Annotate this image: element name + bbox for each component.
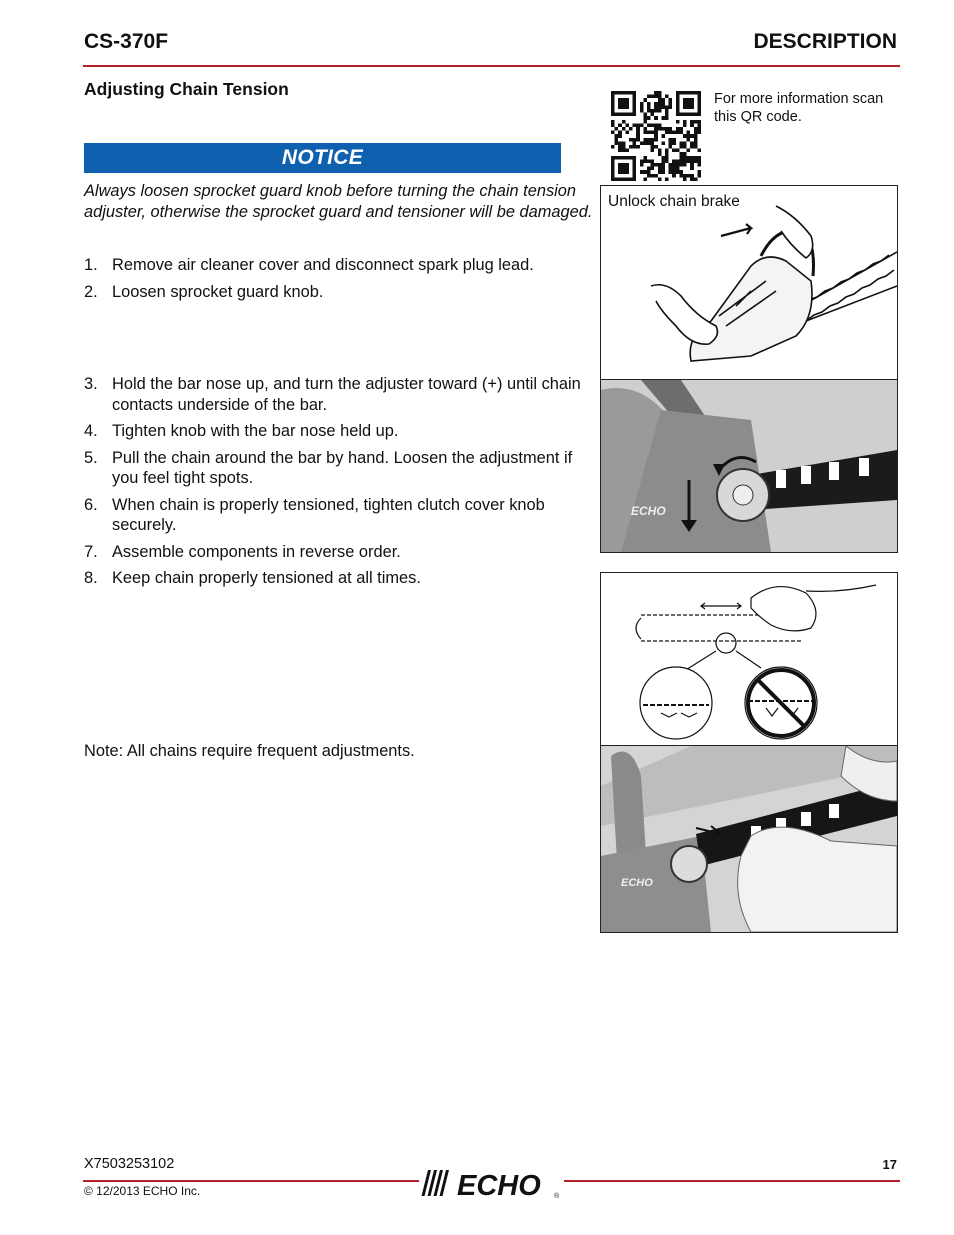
list-item [84, 255, 594, 276]
list-item [84, 448, 594, 489]
figure-chain-check [600, 572, 898, 747]
notice-banner [84, 143, 561, 173]
step-text: Loosen sprocket guard knob. [112, 282, 324, 301]
adjuster-photo-illustration [601, 380, 897, 552]
footer-rule-right [564, 1180, 900, 1182]
qr-code[interactable] [611, 91, 701, 181]
list-item [84, 282, 594, 303]
list-item [84, 495, 594, 536]
step-text: Assemble components in reverse order. [112, 542, 401, 561]
figure-tension-check-photo [600, 745, 898, 933]
qr-caption: For more information scan this QR code. [714, 91, 884, 125]
list-item [84, 568, 594, 589]
step-text: Remove air cleaner cover and disconnect spark plug lead. [112, 256, 534, 274]
step-number: 3. [84, 375, 98, 393]
page-number: 17 [882, 1157, 897, 1172]
tension-check-illustration [601, 746, 897, 932]
step-text: When chain is properly tensioned, tighten clutch cover knob securely. [112, 495, 545, 534]
steps-list-b [84, 374, 594, 595]
step-number: 6. [84, 495, 98, 514]
step-number: 1. [84, 256, 98, 274]
section-heading: DESCRIPTION [753, 30, 897, 53]
copyright: © 12/2013 ECHO Inc. [84, 1184, 201, 1198]
notice-text: Always loosen sprocket guard knob before turning the chain tension adjuster, otherwise the sprocket guard and tensioner will be damaged. [84, 182, 593, 221]
list-item [84, 542, 594, 563]
header-rule [83, 65, 900, 67]
echo-logo [421, 1166, 562, 1200]
figure-label: Unlock chain brake [608, 193, 740, 210]
step-text: Keep chain properly tensioned at all times. [112, 569, 421, 587]
footer-rule-left [83, 1180, 419, 1182]
registered-mark: ® [554, 1193, 560, 1200]
chain-check-diagram [601, 573, 897, 746]
model-title: CS-370F [84, 30, 169, 53]
echo-logo-text: ECHO [457, 1170, 541, 1200]
step-number: 2. [84, 282, 98, 301]
chainsaw-illustration [601, 186, 897, 380]
list-item [84, 421, 594, 442]
document-code: X7503253102 [84, 1156, 175, 1172]
figure-tension-adjuster [600, 379, 898, 553]
step-number: 4. [84, 422, 98, 440]
section-title: Adjusting Chain Tension [84, 79, 289, 99]
step-text: Hold the bar nose up, and turn the adjuster toward (+) until chain contacts underside of the bar. [112, 375, 581, 414]
steps-list-a [84, 255, 594, 308]
note-text: Note: All chains require frequent adjustments. [84, 742, 415, 760]
list-item [84, 374, 594, 415]
step-text: Tighten knob with the bar nose held up. [112, 422, 399, 440]
step-number: 8. [84, 569, 98, 587]
figure-unlock-chain-brake [600, 185, 898, 381]
step-number: 5. [84, 448, 98, 467]
notice-label: NOTICE [281, 146, 364, 169]
echo-brand-mark: ECHO [631, 504, 666, 518]
step-text: Pull the chain around the bar by hand. Loosen the adjustment if you feel tight spots. [112, 448, 573, 487]
echo-brand-mark: ECHO [621, 877, 653, 889]
step-number: 7. [84, 542, 98, 561]
